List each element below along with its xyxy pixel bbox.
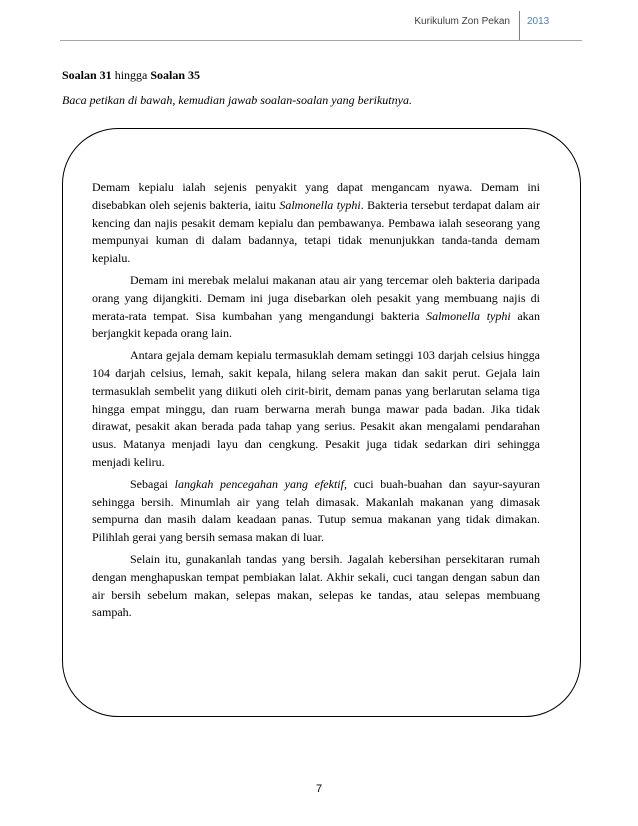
- passage-paragraph-1: [92, 179, 540, 268]
- instruction-text: Baca petikan di bawah, kemudian jawab soalan-soalan yang berikutnya.: [62, 93, 412, 107]
- heading-end: Soalan 35: [150, 68, 201, 82]
- header-year: 2013: [527, 16, 550, 27]
- passage-paragraph-4: [92, 476, 540, 547]
- passage-paragraph-5: Selain itu, gunakanlah tandas yang bersih. Jagalah kebersihan persekitaran rumah dengan menghapuskan tempat pembiakan lalat. Akhir sekali, cuci tangan dengan sabun dan air bersih sebelum makan, selepas makan, selepas ke tandas, atau selepas membuang sampah.: [92, 551, 540, 620]
- p2-text-start: Demam ini merebak melalui makanan atau air yang tercemar oleh bakteria daripada orang yang dijangkiti. Demam ini juga disebarkan oleh pesakit yang membuang najis di merata-rata tempat. Sisa kumbahan yang mengandungi bakteria: [92, 272, 540, 323]
- header-rule: [60, 40, 582, 41]
- header-title: Kurikulum Zon Pekan: [414, 16, 510, 27]
- p4-italic-term: langkah pencegahan yang efektif: [174, 476, 344, 491]
- passage-paragraph-2: [92, 272, 540, 343]
- passage-paragraph-3: Antara gejala demam kepialu termasuklah demam setinggi 103 darjah celsius hingga 104 darjah celsius, lemah, sakit kepala, hilang selera makan dan sakit perut. Gejala lain termasuklah sembelit yang diikuti oleh cirit-birit, demam panas yang berlarutan selama tiga hingga empat minggu, dan ruam berwarna merah bunga mawar pada badan. Jika tidak dirawat, pesakit akan berada pada tahap yang serius. Pesakit akan mengalami pendarahan usus. Matanya menjadi layu dan cengkung. Pesakit juga tidak sedarkan diri sehingga menjadi keliru.: [92, 348, 540, 469]
- page-number: 7: [315, 783, 323, 795]
- p2-text-end: akan berjangkit kepada orang lain.: [92, 308, 540, 341]
- p4-text-start: Sebagai: [130, 476, 175, 491]
- p4-text-end: , cuci buah-buahan dan sayur-sayuran sehingga bersih. Minumlah air yang telah dimasak. Makanlah makanan yang dimasak sempurna dan masih dalam keadaan panas. Tutup semua makanan yang tidak dimakan. Pilihlah gerai yang bersih semasa makan di luar.: [92, 476, 540, 545]
- heading-connector: hingga: [111, 68, 151, 82]
- heading-start: Soalan 31: [62, 68, 112, 82]
- p1-text-start: Demam kepialu ialah sejenis penyakit yang dapat mengancam nyawa. Demam ini disebabkan oleh sejenis bakteria, iaitu: [92, 180, 540, 212]
- passage-body: [92, 179, 540, 626]
- header-divider: [519, 11, 520, 41]
- p1-italic-term: Salmonella typhi: [279, 197, 361, 212]
- p1-text-end: . Bakteria tersebut terdapat dalam air kencing dan najis pesakit demam kepialu dan pembawanya. Pembawa ialah seseorang yang mempunyai kuman di dalam badannya, tetapi tidak menunjukkan tanda-tanda demam kepialu.: [92, 197, 540, 266]
- p2-italic-term: Salmonella typhi: [426, 308, 511, 323]
- section-heading: [62, 67, 200, 83]
